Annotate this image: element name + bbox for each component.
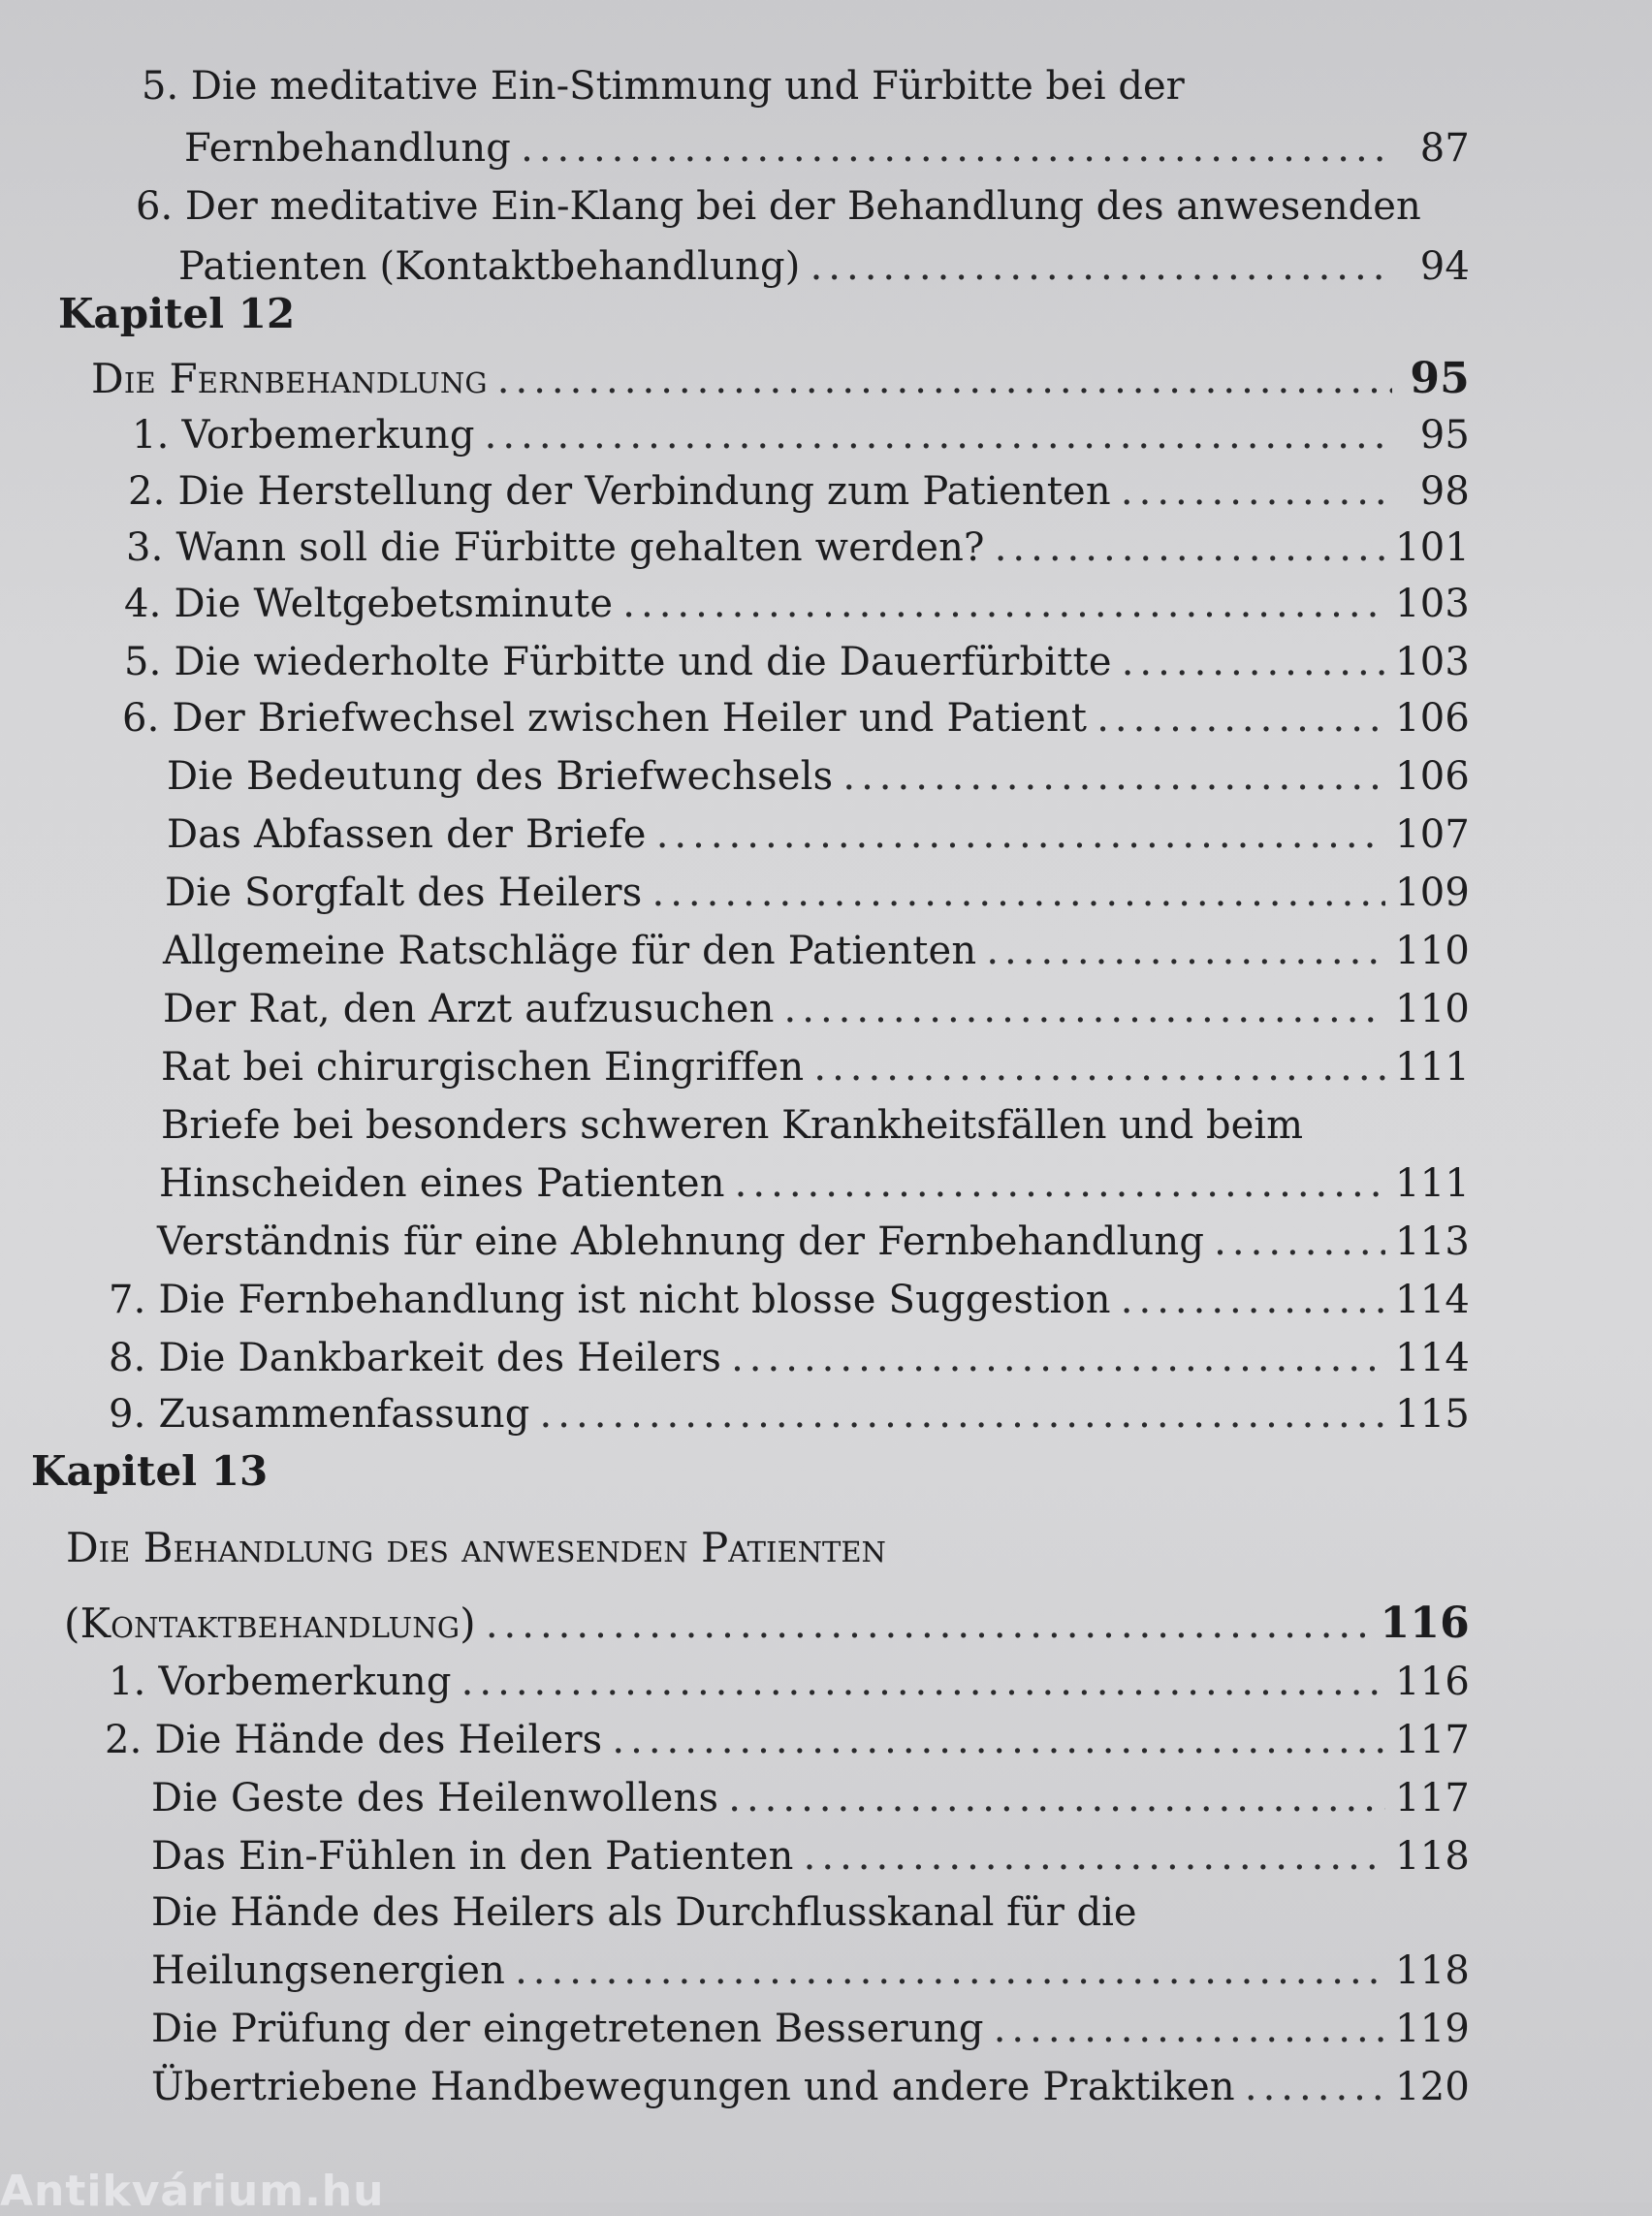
toc-page-number: 103 <box>1395 582 1470 626</box>
chapter-page-number: 95 <box>1410 354 1470 403</box>
leader-dots <box>1096 692 1385 744</box>
toc-entry <box>167 808 1470 861</box>
toc-entry-title: 2. Die Hände des Heilers <box>105 1718 603 1762</box>
toc-entry-title: Die Bedeutung des Briefwechsels <box>167 754 834 799</box>
toc-page-number: 106 <box>1395 754 1470 799</box>
leader-dots <box>813 1041 1385 1093</box>
toc-entry-title: 2. Die Herstellung der Verbindung zum Patienten <box>128 469 1111 514</box>
toc-entry-title: Heilungsenergien <box>151 1948 506 1993</box>
toc-entry-title: 1. Vorbemerkung <box>132 413 475 458</box>
toc-entry <box>151 2003 1470 2055</box>
toc-entry-title: 7. Die Fernbehandlung ist nicht blosse Suggestion <box>109 1278 1111 1322</box>
toc-page-number: 111 <box>1395 1161 1470 1206</box>
toc-page-number: 110 <box>1395 987 1470 1031</box>
toc-page-number: 107 <box>1395 812 1470 857</box>
leader-dots <box>540 1388 1386 1440</box>
toc-page-number: 111 <box>1395 1045 1470 1090</box>
toc-entry <box>178 240 1470 293</box>
chapter-title: Die Behandlung des anwesenden Patienten <box>66 1524 886 1571</box>
leader-dots <box>1121 465 1392 518</box>
toc-entry-first-line: Die Hände des Heilers als Durchflusskanal für die <box>151 1890 1137 1935</box>
toc-entry <box>151 1830 1470 1883</box>
toc-entry-first-line: 5. Die meditative Ein-Stimmung und Fürbitte bei der <box>142 64 1185 109</box>
leader-dots <box>612 1714 1385 1766</box>
toc-entry <box>165 867 1470 919</box>
toc-entry-title: Der Rat, den Arzt aufzusuchen <box>163 987 775 1031</box>
toc-entry <box>109 1332 1470 1384</box>
toc-entry <box>151 1772 1470 1824</box>
toc-page-number: 118 <box>1395 1834 1470 1879</box>
toc-entry <box>167 750 1470 803</box>
toc-page-number: 103 <box>1395 640 1470 684</box>
toc-entry-title: Die Sorgfalt des Heilers <box>165 871 643 915</box>
toc-entry-title: 9. Zusammenfassung <box>109 1392 530 1437</box>
toc-page-number: 109 <box>1395 871 1470 915</box>
toc-entry-first-line: 6. Der meditative Ein-Klang bei der Behandlung des anwesenden <box>136 184 1421 229</box>
toc-entry-title: 1. Vorbemerkung <box>109 1660 452 1704</box>
toc-page-number: 94 <box>1419 244 1470 289</box>
chapter-title: Die Fernbehandlung <box>91 355 488 402</box>
toc-entry <box>109 1274 1470 1326</box>
toc-page-number: 101 <box>1395 525 1470 570</box>
leader-dots <box>842 750 1385 803</box>
chapter-label: Kapitel 12 <box>58 290 296 337</box>
leader-dots <box>735 1157 1385 1210</box>
leader-dots <box>804 1830 1385 1883</box>
leader-dots <box>784 983 1386 1035</box>
leader-dots <box>994 2003 1385 2055</box>
toc-page-number: 98 <box>1419 469 1470 514</box>
toc-entry <box>124 636 1470 688</box>
toc-entry <box>157 1216 1470 1268</box>
toc-page-number: 118 <box>1395 1948 1470 1993</box>
toc-entry <box>122 692 1470 744</box>
toc-entry-title: Fernbehandlung <box>184 126 512 171</box>
toc-page-number: 117 <box>1395 1776 1470 1820</box>
toc-entry <box>126 522 1470 574</box>
toc-page-number: 95 <box>1419 413 1470 458</box>
toc-page-number: 110 <box>1395 929 1470 973</box>
chapter-heading <box>64 1598 1470 1651</box>
toc-entry-title: Rat bei chirurgischen Eingriffen <box>161 1045 805 1090</box>
leader-dots <box>461 1656 1385 1708</box>
leader-dots <box>485 409 1392 461</box>
toc-page-number: 117 <box>1395 1718 1470 1762</box>
toc-entry-title: Das Ein-Fühlen in den Patienten <box>151 1834 794 1879</box>
toc-entry-first-line: Briefe bei besonders schweren Krankheitsfällen und beim <box>161 1103 1304 1148</box>
toc-page-number: 113 <box>1395 1219 1470 1264</box>
toc-entry-title: Übertriebene Handbewegungen und andere Praktiken <box>151 2065 1235 2109</box>
toc-page-number: 119 <box>1395 2007 1470 2051</box>
toc-entry <box>184 122 1470 174</box>
leader-dots <box>1122 636 1385 688</box>
toc-page-number: 116 <box>1395 1660 1470 1704</box>
toc-entry <box>159 1157 1470 1210</box>
toc-entry <box>151 1945 1470 1997</box>
leader-dots <box>521 122 1392 174</box>
leader-dots <box>728 1772 1385 1824</box>
leader-dots <box>622 578 1385 630</box>
toc-page-number: 87 <box>1419 126 1470 171</box>
toc-page-number: 120 <box>1395 2065 1470 2109</box>
toc-entry-title: Die Prüfung der eingetretenen Besserung <box>151 2007 984 2051</box>
toc-entry <box>109 1388 1470 1440</box>
toc-page-number: 114 <box>1395 1336 1470 1380</box>
toc-entry <box>163 983 1470 1035</box>
leader-dots <box>731 1332 1385 1384</box>
leader-dots <box>986 925 1385 977</box>
toc-entry-title: Hinscheiden eines Patienten <box>159 1161 725 1206</box>
toc-entry-title: 4. Die Weltgebetsminute <box>124 582 614 626</box>
toc-entry <box>161 1041 1470 1093</box>
toc-entry-title: 8. Die Dankbarkeit des Heilers <box>109 1336 722 1380</box>
toc-entry <box>124 578 1470 630</box>
toc-entry <box>105 1714 1470 1766</box>
toc-entry-title: 6. Der Briefwechsel zwischen Heiler und Patient <box>122 696 1088 741</box>
toc-entry-title: Das Abfassen der Briefe <box>167 812 647 857</box>
leader-dots <box>515 1945 1385 1997</box>
chapter-label: Kapitel 13 <box>31 1447 269 1495</box>
toc-page-number: 114 <box>1395 1278 1470 1322</box>
toc-entry-title: Patienten (Kontaktbehandlung) <box>178 244 801 289</box>
toc-entry <box>132 409 1470 461</box>
leader-dots <box>651 867 1385 919</box>
watermark-text: Antikvárium.hu <box>0 2167 385 2216</box>
leader-dots <box>1245 2061 1385 2113</box>
toc-entry-title: 5. Die wiederholte Fürbitte und die Dauerfürbitte <box>124 640 1112 684</box>
leader-dots <box>995 522 1385 574</box>
leader-dots <box>486 1599 1371 1651</box>
chapter-title-continued: (Kontaktbehandlung) <box>64 1599 476 1647</box>
toc-entry-title: Allgemeine Ratschläge für den Patienten <box>163 929 977 973</box>
leader-dots <box>656 808 1385 861</box>
chapter-heading <box>91 353 1470 406</box>
toc-entry <box>109 1656 1470 1708</box>
toc-page-number: 115 <box>1395 1392 1470 1437</box>
leader-dots <box>497 354 1392 406</box>
toc-entry-title: Verständnis für eine Ablehnung der Fernbehandlung <box>157 1219 1205 1264</box>
leader-dots <box>810 240 1392 293</box>
toc-entry <box>151 2061 1470 2113</box>
toc-entry-title: Die Geste des Heilenwollens <box>151 1776 719 1820</box>
toc-entry-title: 3. Wann soll die Fürbitte gehalten werden? <box>126 525 985 570</box>
toc-page-number: 106 <box>1395 696 1470 741</box>
chapter-page-number: 116 <box>1380 1599 1470 1648</box>
leader-dots <box>1121 1274 1385 1326</box>
toc-entry <box>163 925 1470 977</box>
toc-entry <box>128 465 1470 518</box>
leader-dots <box>1214 1216 1385 1268</box>
